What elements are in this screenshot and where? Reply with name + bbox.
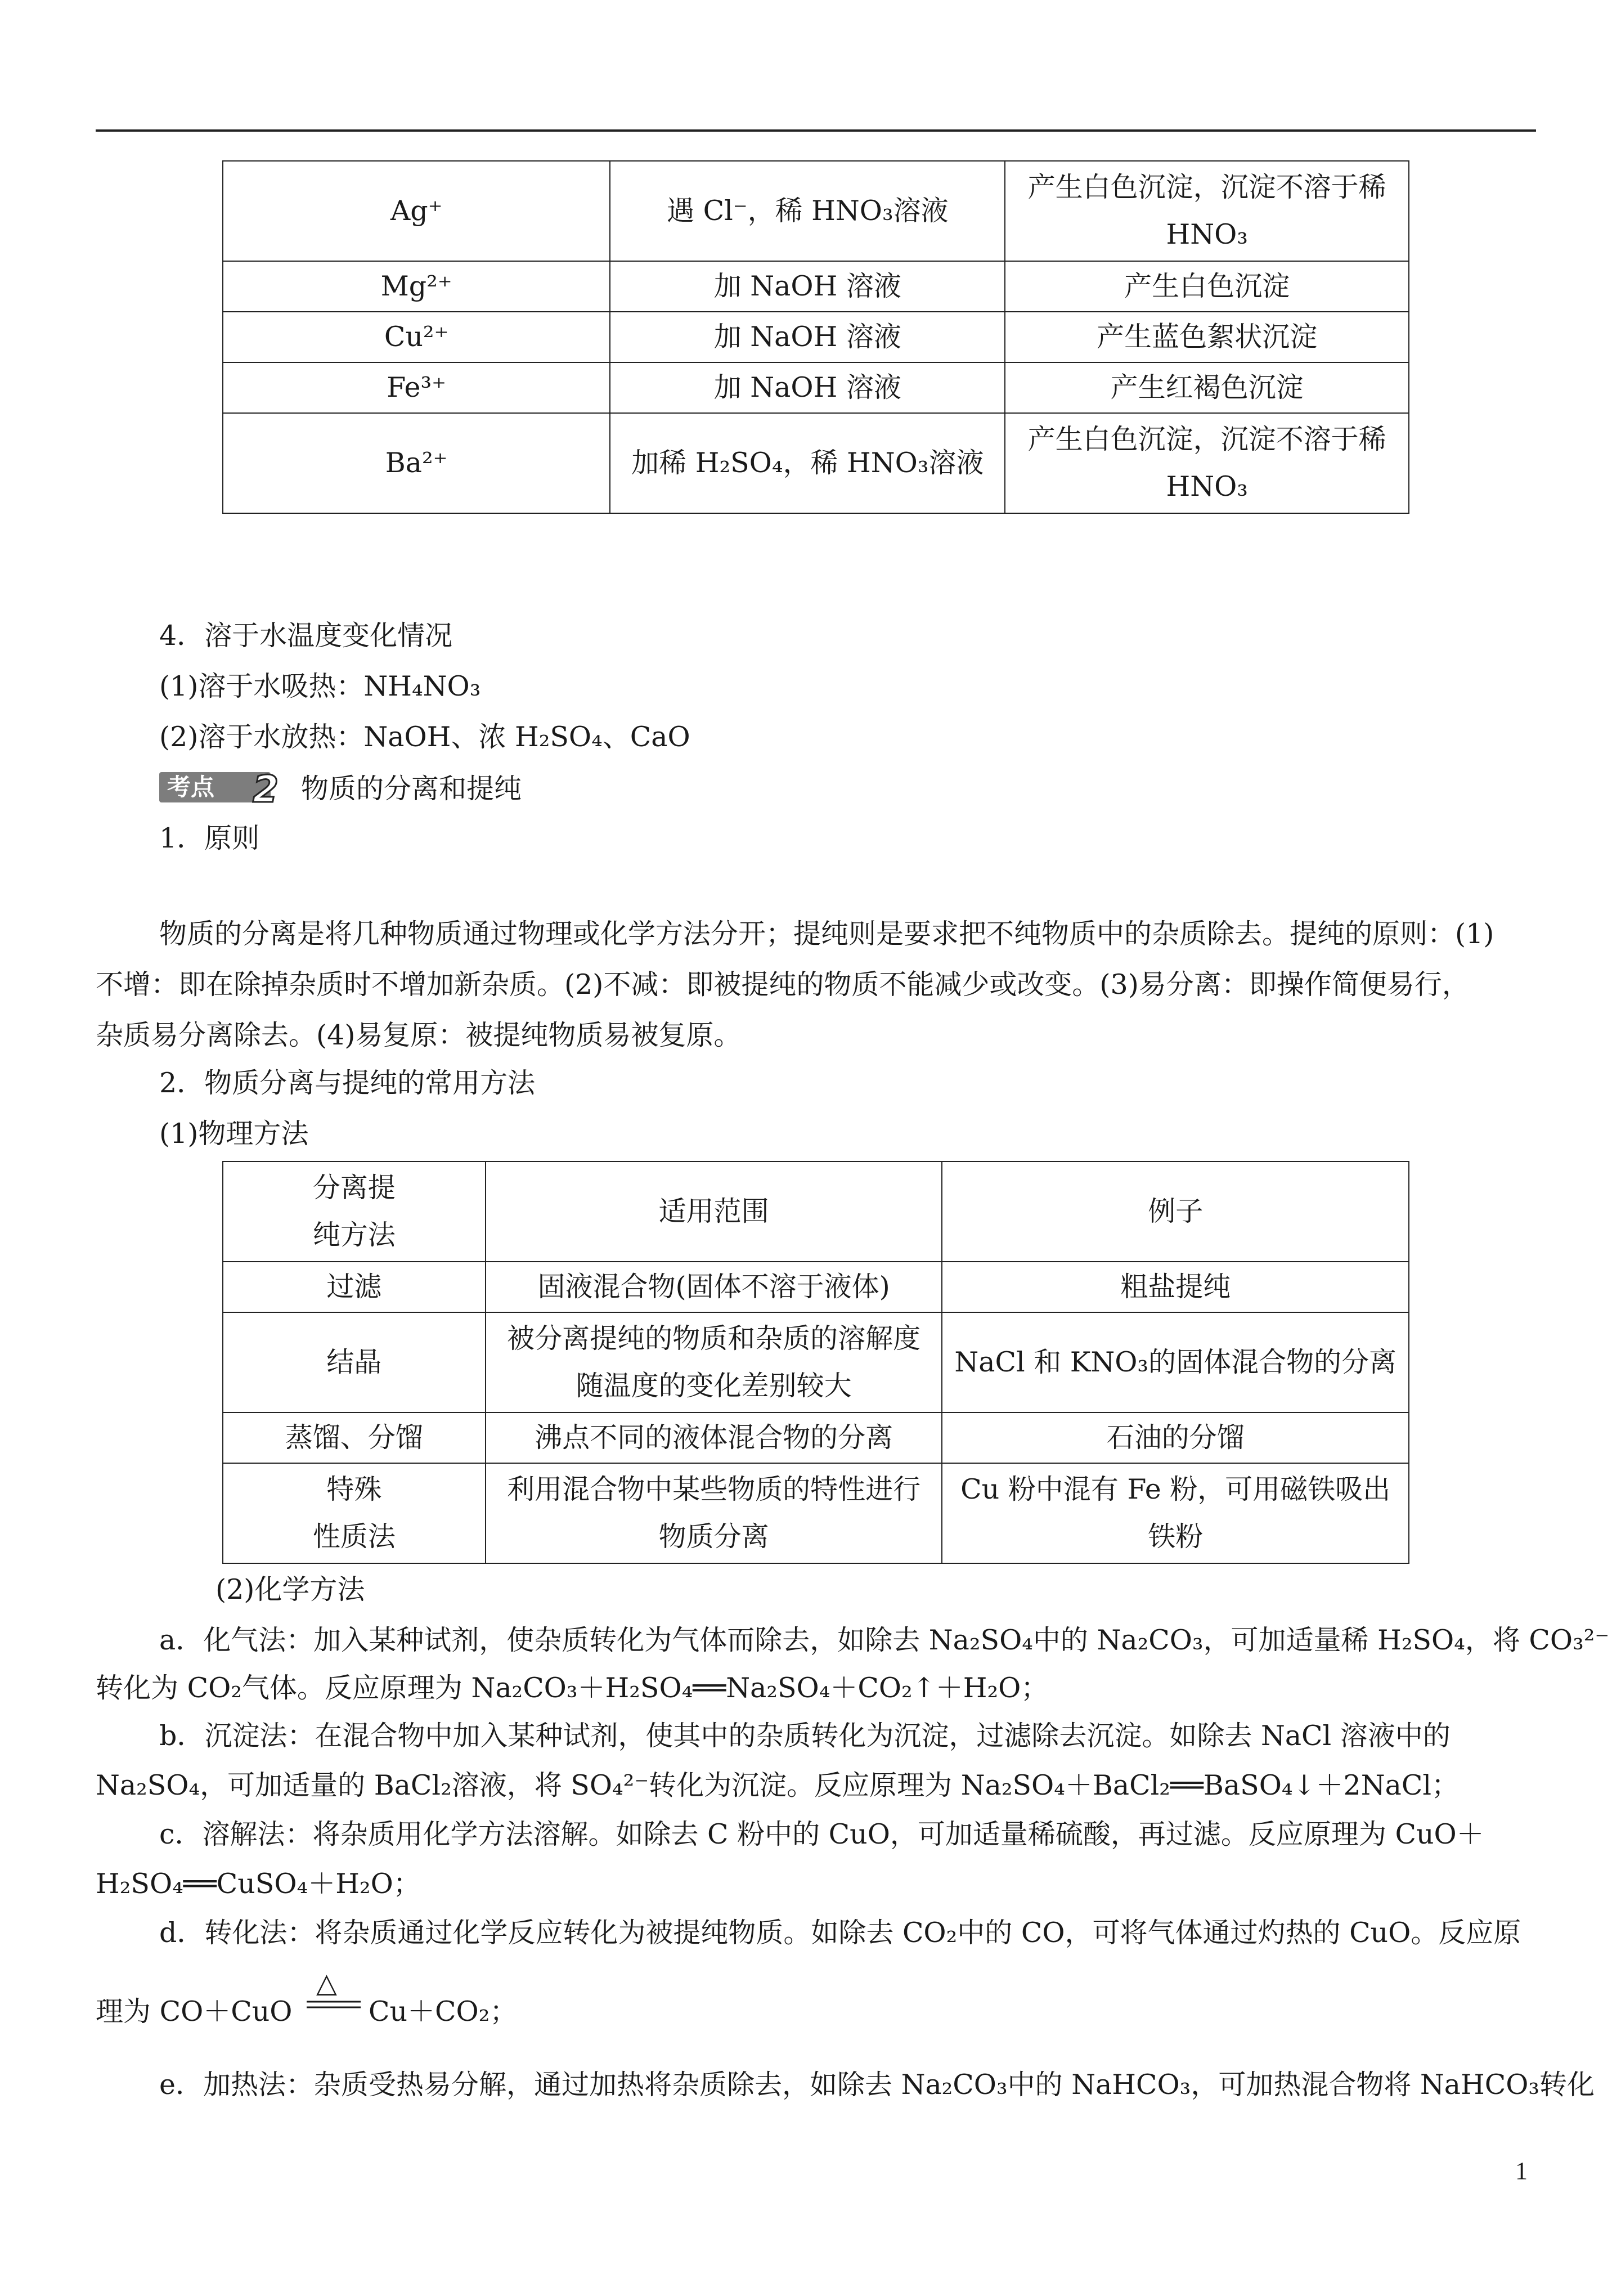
result-cell: 产生红褐色沉淀 — [1005, 362, 1409, 413]
method-c-line: H₂SO₄══CuSO₄＋H₂O； — [96, 1868, 421, 1900]
header-cell: 分离提 纯方法 — [223, 1162, 486, 1262]
result-cell: 产生白色沉淀，沉淀不溶于稀 HNO₃ — [1005, 413, 1409, 513]
scope-cell: 利用混合物中某些物质的特性进行 物质分离 — [486, 1463, 942, 1563]
method-cell: 蒸馏、分馏 — [223, 1412, 486, 1463]
kaodian-badge-label: 考点 — [167, 773, 215, 801]
result-cell: 产生白色沉淀 — [1005, 261, 1409, 312]
principle-line: 不增：即在除掉杂质时不增加新杂质。(2)不减：即被提纯的物质不能减少或改变。(3)易分离：即操作简便易行， — [96, 968, 1470, 1001]
heat-symbol: △ — [316, 1967, 337, 1999]
page-number: 1 — [1515, 2157, 1528, 2185]
table-row — [223, 413, 1409, 513]
method-b-line: b．沉淀法：在混合物中加入某种试剂，使其中的杂质转化为沉淀，过滤除去沉淀。如除去 NaCl 溶液中的 — [159, 1720, 1451, 1752]
header-rule — [96, 129, 1536, 132]
result-cell: 产生蓝色絮状沉淀 — [1005, 312, 1409, 362]
example-cell: Cu 粉中混有 Fe 粉，可用磁铁吸出 铁粉 — [942, 1463, 1409, 1563]
section4-item1: (1)溶于水吸热：NH₄NO₃ — [159, 670, 481, 702]
scope-cell: 沸点不同的液体混合物的分离 — [486, 1412, 942, 1463]
method-d-line: Cu＋CO₂； — [369, 1995, 518, 2028]
reagent-cell: 遇 Cl⁻，稀 HNO₃溶液 — [610, 161, 1005, 261]
kaodian-badge-number: 2 — [253, 768, 279, 811]
principle-line: 杂质易分离除去。(4)易复原：被提纯物质易被复原。 — [96, 1019, 742, 1051]
header-cell: 适用范围 — [486, 1162, 942, 1262]
method-c-line: c．溶解法：将杂质用化学方法溶解。如除去 C 粉中的 CuO，可加适量稀硫酸，再过滤。反应原理为 CuO＋ — [159, 1818, 1484, 1850]
section4-item2: (2)溶于水放热：NaOH、浓 H₂SO₄、CaO — [159, 721, 690, 753]
header-cell: 例子 — [942, 1162, 1409, 1262]
kaodian-badge — [159, 768, 279, 811]
table-row — [223, 1312, 1409, 1412]
method-a-line: 转化为 CO₂气体。反应原理为 Na₂CO₃＋H₂SO₄══Na₂SO₄＋CO₂↑＋H₂O； — [96, 1672, 1049, 1704]
method-cell: 过滤 — [223, 1262, 486, 1312]
method-d-line: 理为 CO＋CuO — [96, 1995, 293, 2028]
table-row — [223, 161, 1409, 261]
table-row — [223, 261, 1409, 312]
method-a-line: a．化气法：加入某种试剂，使杂质转化为气体而除去，如除去 Na₂SO₄中的 Na₂CO₃，可加适量稀 H₂SO₄，将 CO₃²⁻ — [159, 1624, 1610, 1656]
kaodian-title: 物质的分离和提纯 — [301, 773, 522, 805]
scope-cell: 固液混合物(固体不溶于液体) — [486, 1262, 942, 1312]
chemical-heading: (2)化学方法 — [215, 1573, 365, 1606]
section4-heading: 4．溶于水温度变化情况 — [159, 620, 453, 652]
principle-heading: 1．原则 — [159, 822, 260, 854]
method-d-line: d．转化法：将杂质通过化学反应转化为被提纯物质。如除去 CO₂中的 CO，可将气体通过灼热的 CuO。反应原 — [159, 1917, 1521, 1949]
principle-line: 物质的分离是将几种物质通过物理或化学方法分开；提纯则是要求把不纯物质中的杂质除去。提纯的原则：(1) — [159, 918, 1494, 950]
reagent-cell: 加 NaOH 溶液 — [610, 312, 1005, 362]
ion-cell: Cu²⁺ — [223, 312, 610, 362]
example-cell: 粗盐提纯 — [942, 1262, 1409, 1312]
equals-sign — [307, 1999, 361, 2011]
physical-heading: (1)物理方法 — [159, 1118, 309, 1150]
ion-cell: Mg²⁺ — [223, 261, 610, 312]
table-row — [223, 1262, 1409, 1312]
reagent-cell: 加 NaOH 溶液 — [610, 362, 1005, 413]
ion-cell: Ag⁺ — [223, 161, 610, 261]
physical-methods-table — [222, 1161, 1409, 1564]
method-e-line: e．加热法：杂质受热易分解，通过加热将杂质除去，如除去 Na₂CO₃中的 NaHCO₃，可加热混合物将 NaHCO₃转化 — [159, 2069, 1595, 2101]
table-row — [223, 1412, 1409, 1463]
reagent-cell: 加 NaOH 溶液 — [610, 261, 1005, 312]
reagent-cell: 加稀 H₂SO₄，稀 HNO₃溶液 — [610, 413, 1005, 513]
table-row — [223, 1463, 1409, 1563]
table-header-row — [223, 1162, 1409, 1262]
table-row — [223, 362, 1409, 413]
ion-cell: Fe³⁺ — [223, 362, 610, 413]
result-cell: 产生白色沉淀，沉淀不溶于稀 HNO₃ — [1005, 161, 1409, 261]
method-cell: 特殊 性质法 — [223, 1463, 486, 1563]
method-cell: 结晶 — [223, 1312, 486, 1412]
method-b-line: Na₂SO₄，可加适量的 BaCl₂溶液，将 SO₄²⁻转化为沉淀。反应原理为 Na₂SO₄＋BaCl₂══BaSO₄↓＋2NaCl； — [96, 1769, 1459, 1801]
ion-cell: Ba²⁺ — [223, 413, 610, 513]
methods-heading: 2．物质分离与提纯的常用方法 — [159, 1067, 536, 1099]
scope-cell: 被分离提纯的物质和杂质的溶解度 随温度的变化差别较大 — [486, 1312, 942, 1412]
example-cell: 石油的分馏 — [942, 1412, 1409, 1463]
ion-test-table — [222, 160, 1409, 514]
example-cell: NaCl 和 KNO₃的固体混合物的分离 — [942, 1312, 1409, 1412]
table-row — [223, 312, 1409, 362]
